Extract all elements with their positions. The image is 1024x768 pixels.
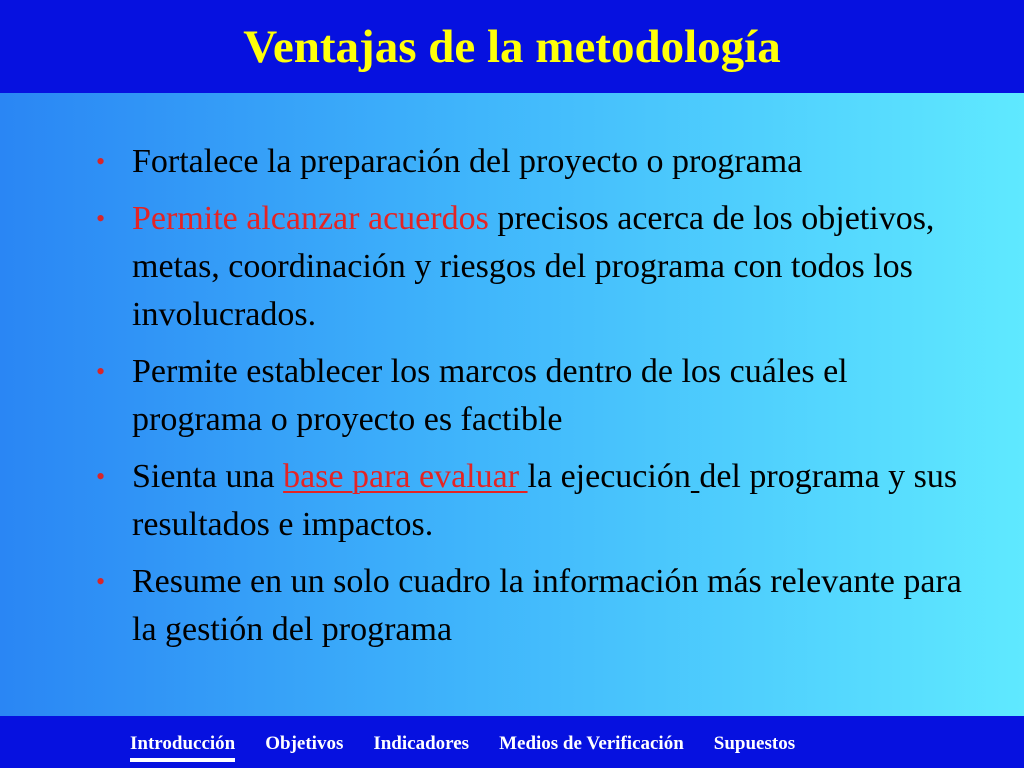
bullet-text: Fortalece la preparación del proyecto o programa <box>132 143 803 180</box>
bullet-dot-icon: • <box>96 567 106 596</box>
page-title: Ventajas de la metodología <box>243 21 781 73</box>
bullet-dot-icon: • <box>96 147 106 176</box>
bullet-dot-icon: • <box>96 462 106 491</box>
bullet-item <box>96 195 976 339</box>
bullet-item <box>96 453 976 549</box>
bullet-text: del programa y sus resultados e impactos. <box>132 458 958 543</box>
nav-bar <box>0 716 1024 768</box>
evaluate-link[interactable]: base para evaluar <box>283 458 528 495</box>
bullet-text: Resume en un solo cuadro la información más relevante para la gestión del programa <box>132 563 962 648</box>
bullet-dot-icon: • <box>96 357 106 386</box>
bullet-item <box>96 138 976 186</box>
bullet-item <box>96 348 976 444</box>
nav-menu <box>130 732 795 762</box>
bullet-dot-icon: • <box>96 204 106 233</box>
highlighted-text: Permite alcanzar acuerdos <box>132 200 489 237</box>
bullet-item <box>96 558 976 654</box>
bullet-list <box>96 138 976 663</box>
bullet-text: Sienta una <box>132 458 284 495</box>
bullet-text: la ejecución <box>527 458 691 495</box>
nav-item-medios-de-verificacion[interactable]: Medios de Verificación <box>499 733 684 754</box>
title-bar <box>0 0 1024 93</box>
bullet-text: precisos acerca de los objetivos, metas, coordinación y riesgos del programa con todos los involucrados. <box>132 200 935 333</box>
nav-item-objetivos[interactable]: Objetivos <box>265 733 344 754</box>
nav-item-indicadores[interactable]: Indicadores <box>373 733 470 754</box>
nav-item-supuestos[interactable]: Supuestos <box>713 733 796 754</box>
bullet-text: Permite establecer los marcos dentro de los cuáles el programa o proyecto es factible <box>132 353 848 438</box>
nav-item-introduccion[interactable]: Introducción <box>130 732 235 762</box>
